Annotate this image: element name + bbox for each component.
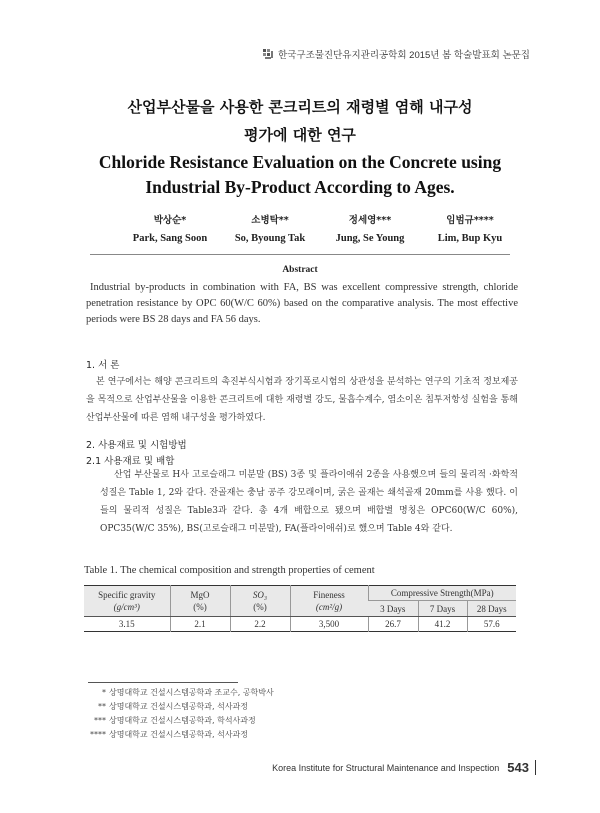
footnote-text: 상명대학교 건설시스템공학과, 석사과정 xyxy=(109,730,249,739)
footnotes xyxy=(84,686,274,742)
footnote xyxy=(84,700,274,714)
subsection-heading: 2.1 사용재료 및 배합 xyxy=(86,456,175,467)
abstract-heading: Abstract xyxy=(282,265,318,275)
author-english-name: So, Byoung Tak xyxy=(234,233,306,244)
society-logo-icon xyxy=(262,48,274,60)
footnote-divider xyxy=(88,682,238,683)
author-english-name: Park, Sang Soon xyxy=(132,233,208,244)
section-heading-materials: 2. 사용재료 및 시험방법 xyxy=(86,440,187,451)
author xyxy=(120,212,220,248)
cell-specific-gravity: 3.15 xyxy=(118,619,135,629)
header-28-days: 28 Days xyxy=(467,601,516,617)
header-specific-gravity: Specific gravity (g/cm³) xyxy=(84,586,170,617)
korean-title xyxy=(0,93,600,149)
header-7-days: 7 Days xyxy=(418,601,467,617)
page-footer xyxy=(272,760,536,775)
author-english-name: Jung, Se Young xyxy=(335,233,405,244)
footnote xyxy=(84,728,274,742)
author-list xyxy=(120,212,520,248)
header-mgo: MgO (%) xyxy=(170,586,230,617)
cell-so3: 2.2 xyxy=(230,617,290,632)
footnote xyxy=(84,714,274,728)
cell-28-days: 57.6 xyxy=(467,617,516,632)
abstract-text: Industrial by-products in combination with FA, BS was excellent compressive strength, chloride penetration resistance by OPC 60(W/C 60%) based on the comparative analysis. The most effective periods were BS 28 days and FA 56 days. xyxy=(86,282,518,325)
footnote-mark: *** xyxy=(94,716,106,725)
page-number: 543 xyxy=(507,760,536,775)
header-text: 한국구조물진단유지관리공학회 2015년 봄 학술발표회 논문집 xyxy=(278,50,530,61)
introduction-text: 본 연구에서는 해양 콘크리트의 촉진부식시험과 장기폭로시험의 상관성을 분석하는 연구의 기초적 정보제공을 목적으로 산업부산물을 이용한 콘크리트에 대한 재령별 강도, 물흡수계수, 염소이온 침투저항성 실험을 통해 산업부산물에 따른 염해 내구성을 평가하였다. xyxy=(86,377,518,423)
author xyxy=(220,212,320,248)
cell-fineness: 3,500 xyxy=(290,617,368,632)
footer-text: Korea Institute for Structural Maintenance and Inspection xyxy=(272,762,500,773)
materials-text: 산업 부산물로 H사 고로슬래그 미분말 (BS) 3종 및 플라이애쉬 2종을 사용했으며 들의 물리적 ·화학적 성질은 Table 1, 2와 같다. 잔골재는 충남 공주 강모래이며, 굵은 골재는 쇄석골재 20mm를 사용 했다. 이들의 물리적 성질은 Table3과 같다. 총 4개 배합으로 됐으며 배합별 명칭은 OPC60(W/C 60%), OPC35(W/C 35%), BS(고로슬래그 미분말), FA(플라이애쉬)로 했으며 Table 4와 같다. xyxy=(100,470,518,534)
header-3-days: 3 Days xyxy=(368,601,418,617)
cell-mgo: 2.1 xyxy=(170,617,230,632)
section-heading-introduction: 1. 서 론 xyxy=(86,360,120,371)
running-header xyxy=(262,47,530,61)
cell-7-days: 41.2 xyxy=(418,617,467,632)
divider xyxy=(90,254,510,255)
footnote-text: 상명대학교 건설시스템공학과, 석사과정 xyxy=(109,702,249,711)
author-korean-name: 박상순* xyxy=(153,215,187,226)
cell-3-days: 26.7 xyxy=(368,617,418,632)
author xyxy=(420,212,520,248)
footnote-mark: * xyxy=(102,688,106,697)
table-row xyxy=(84,617,516,632)
header-compressive-strength: Compressive Strength(MPa) xyxy=(368,586,516,601)
header-so3: SO₃ (%) xyxy=(230,586,290,617)
footnote-mark: **** xyxy=(90,730,106,739)
cement-properties-table xyxy=(84,585,516,632)
author-korean-name: 임범규**** xyxy=(446,215,494,226)
author-korean-name: 소병탁** xyxy=(251,215,289,226)
english-title-line2: Industrial By-Product According to Ages. xyxy=(145,177,455,197)
korean-title-line2: 평가에 대한 연구 xyxy=(244,126,356,144)
author-english-name: Lim, Bup Kyu xyxy=(437,233,503,244)
author xyxy=(320,212,420,248)
footnote-text: 상명대학교 건설시스템공학과, 학석사과정 xyxy=(109,716,256,725)
footnote-mark: ** xyxy=(98,702,106,711)
table-caption: Table 1. The chemical composition and strength properties of cement xyxy=(84,565,375,576)
header-fineness: Fineness (cm²/g) xyxy=(290,586,368,617)
author-korean-name: 정세영*** xyxy=(348,215,392,226)
footnote-text: 상명대학교 건설시스템공학과 조교수, 공학박사 xyxy=(109,688,274,697)
english-title-line1: Chloride Resistance Evaluation on the Concrete using xyxy=(98,152,502,172)
footnote xyxy=(84,686,274,700)
english-title xyxy=(0,150,600,200)
korean-title-line1: 산업부산물을 사용한 콘크리트의 재령별 염해 내구성 xyxy=(127,98,473,116)
